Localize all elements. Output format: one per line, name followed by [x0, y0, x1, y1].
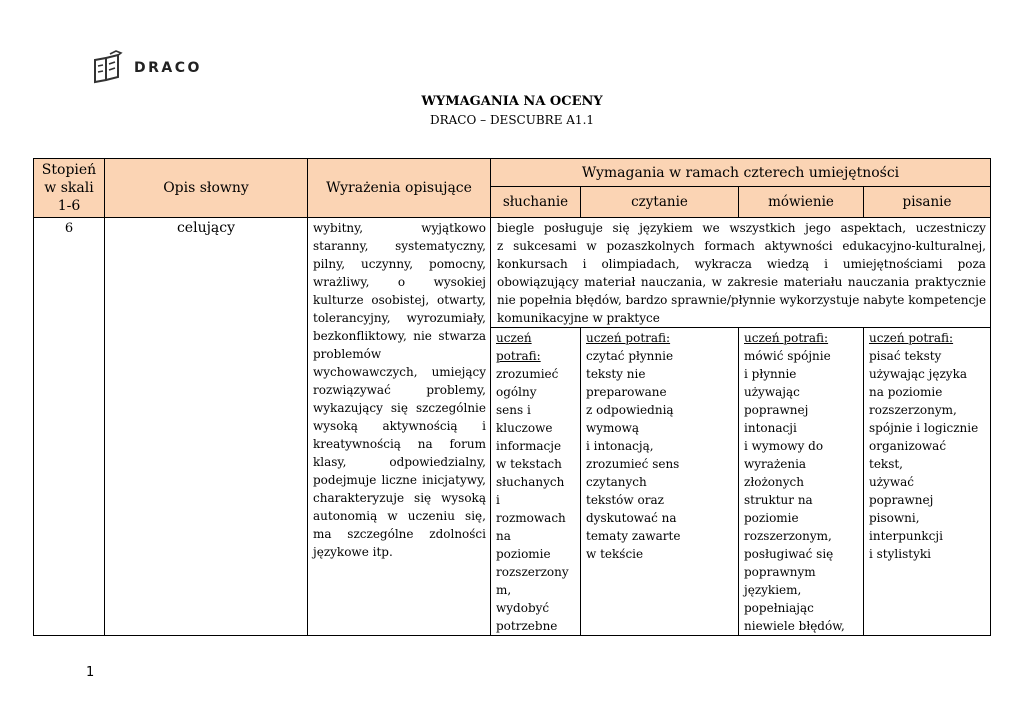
- header-reading: czytanie: [581, 187, 739, 218]
- text-word: na: [417, 437, 433, 451]
- text-line: ogólny: [496, 385, 537, 399]
- speaking-text: [744, 347, 859, 635]
- text-word: bardzo: [625, 293, 668, 307]
- text-line: tekst,: [869, 457, 903, 471]
- text-line: [313, 381, 486, 399]
- text-line: i stylistyki: [869, 547, 931, 561]
- text-word: konkursach: [497, 257, 568, 271]
- text-word: systematyczny,: [395, 239, 486, 253]
- text-word: się: [414, 491, 432, 505]
- text-line: mówić spójnie: [744, 349, 831, 363]
- text-word: sukcesami: [513, 239, 577, 253]
- text-line: niewiele błędów,: [744, 619, 845, 633]
- text-line: [313, 309, 486, 327]
- lead-line: uczeń potrafi:: [744, 331, 829, 345]
- text-word: językiem: [639, 221, 693, 235]
- header-writing: pisanie: [864, 187, 991, 218]
- text-line: poziomie: [496, 547, 551, 561]
- text-word: charakteryzuje: [313, 491, 405, 505]
- text-line: [313, 507, 486, 525]
- grade-cell: 6: [34, 218, 105, 636]
- text-line: preparowane: [586, 385, 667, 399]
- text-line: [313, 471, 486, 489]
- draco-emblem-icon: [92, 50, 128, 86]
- text-word: jego: [805, 221, 831, 235]
- text-line: używając: [744, 385, 800, 399]
- text-line: poprawnej: [744, 403, 809, 417]
- lead-line: uczeń: [496, 331, 532, 345]
- header-grade-line: 1-6: [57, 198, 81, 214]
- text-word: wiedzą: [766, 257, 810, 271]
- text-word: umiejętnościami: [842, 257, 943, 271]
- text-line: [313, 435, 486, 453]
- text-word: liczne: [381, 473, 418, 487]
- text-word: osobistej,: [371, 293, 430, 307]
- text-line: [313, 399, 486, 417]
- speaking-cell: [739, 328, 864, 636]
- text-word: uczeniu: [407, 509, 455, 523]
- text-word: zakresie: [727, 275, 779, 289]
- text-word: wybitny,: [313, 221, 364, 235]
- text-word: wyjątkowo: [421, 221, 486, 235]
- text-word: kompetencje: [908, 293, 987, 307]
- text-word: sprawnie/płynnie: [671, 293, 776, 307]
- text-word: i: [824, 257, 828, 271]
- text-line: rozszerzony: [496, 565, 569, 579]
- text-word: we: [702, 221, 720, 235]
- text-word: w: [387, 509, 398, 523]
- text-line: wyrażenia: [744, 457, 807, 471]
- text-line: [497, 219, 986, 237]
- general-requirements-cell: [491, 218, 991, 328]
- text-line: wymową: [586, 421, 640, 435]
- text-line: zrozumieć sens: [586, 457, 680, 471]
- text-line: poprawnej: [869, 493, 934, 507]
- text-line: organizować: [869, 439, 947, 453]
- text-word: uczynny,: [361, 257, 414, 271]
- text-word: otwarty,: [436, 293, 486, 307]
- text-line: komunikacyjne w praktyce: [497, 311, 660, 325]
- text-line: potrzebne: [496, 619, 558, 633]
- text-word: się: [612, 221, 630, 235]
- text-word: wysoką: [441, 491, 486, 505]
- requirements-table: [33, 158, 991, 636]
- text-word: olimpiadach,: [601, 257, 680, 271]
- text-word: ma: [313, 527, 332, 541]
- text-word: aspektach,: [840, 221, 907, 235]
- document-title: WYMAGANIA NA OCENY: [421, 94, 603, 109]
- text-line: i wymowy do: [744, 439, 824, 453]
- header-grade: [34, 159, 105, 218]
- header-grade-line: w skali: [44, 180, 94, 196]
- header-grade-line: Stopień: [41, 162, 97, 178]
- text-line: poziomie: [744, 511, 799, 525]
- text-line: interpunkcji: [869, 529, 943, 543]
- text-word: zdolności: [429, 527, 486, 541]
- text-line: poprawnym: [744, 565, 816, 579]
- text-line: tematy zawarte: [586, 529, 681, 543]
- writing-cell: [864, 328, 991, 636]
- text-line: pisać teksty: [869, 349, 942, 363]
- listening-lead: [496, 329, 576, 365]
- text-word: stwarza: [438, 329, 486, 343]
- header-speaking: mówienie: [739, 187, 864, 218]
- text-word: autonomią: [313, 509, 378, 523]
- text-line: rozmowach: [496, 511, 566, 525]
- writing-text: [869, 347, 986, 563]
- text-word: edukacyjno-kulturalnej,: [842, 239, 986, 253]
- text-word: nabyte: [863, 293, 905, 307]
- header-listening: słuchanie: [491, 187, 581, 218]
- text-line: [313, 219, 486, 237]
- text-word: się,: [465, 509, 486, 523]
- lead-line: potrafi:: [496, 349, 541, 363]
- text-word: obowiązujący: [497, 275, 579, 289]
- phrases-text: [313, 219, 486, 561]
- text-line: sens i: [496, 403, 531, 417]
- document-subtitle: DRACO – DESCUBRE A1.1: [429, 113, 595, 127]
- lead-line: uczeń potrafi:: [869, 331, 954, 345]
- text-line: [313, 273, 486, 291]
- text-line: rozszerzonym,: [744, 529, 832, 543]
- listening-text: [496, 365, 576, 635]
- text-word: z: [497, 239, 504, 253]
- draco-logo: [92, 47, 216, 89]
- phrases-cell: [308, 218, 491, 636]
- text-word: formach: [704, 239, 755, 253]
- text-word: podejmuje: [313, 473, 377, 487]
- text-line: [313, 525, 486, 543]
- text-word: nie: [413, 329, 432, 343]
- text-line: [497, 255, 986, 273]
- text-line: w tekście: [586, 547, 644, 561]
- text-word: nauczania,: [640, 275, 707, 289]
- text-word: popełnia: [519, 293, 572, 307]
- text-line: [313, 363, 486, 381]
- text-line: [313, 237, 486, 255]
- text-word: bezkonfliktowy,: [313, 329, 407, 343]
- text-word: się: [390, 401, 408, 415]
- text-line: informacje: [496, 439, 562, 453]
- text-word: nie: [497, 293, 516, 307]
- text-line: czytać płynnie: [586, 349, 674, 363]
- text-word: inicjatywy,: [422, 473, 486, 487]
- text-line: [313, 255, 486, 273]
- text-line: czytanych: [586, 475, 647, 489]
- text-word: tolerancyjny,: [313, 311, 391, 325]
- page-number: 1: [86, 665, 95, 680]
- text-line: posługiwać się: [744, 547, 834, 561]
- text-line: językiem,: [744, 583, 802, 597]
- text-line: [497, 237, 986, 255]
- text-word: umiejący: [431, 365, 486, 379]
- speaking-lead: [744, 329, 859, 347]
- text-word: rozwiązywać: [313, 383, 391, 397]
- text-word: poza: [957, 257, 986, 271]
- text-word: szczególne: [347, 527, 414, 541]
- text-word: materiału: [783, 275, 843, 289]
- text-word: pozaszkolnych: [606, 239, 695, 253]
- text-word: wykracza: [694, 257, 752, 271]
- text-line: używając języka: [869, 367, 968, 381]
- header-description: Opis słowny: [105, 159, 308, 218]
- text-line: [313, 489, 486, 507]
- text-word: o: [397, 275, 406, 289]
- text-line: w tekstach: [496, 457, 562, 471]
- description-cell: celujący: [105, 218, 308, 636]
- logo-text: DRACO: [134, 60, 202, 76]
- text-line: i: [496, 493, 500, 507]
- text-line: [313, 417, 486, 435]
- text-line: [313, 327, 486, 345]
- text-line: [497, 273, 986, 291]
- text-line: intonacji: [744, 421, 797, 435]
- text-word: uczestniczy: [915, 221, 986, 235]
- text-line: zrozumieć: [496, 367, 559, 381]
- header-phrases: Wyrażenia opisujące: [308, 159, 491, 218]
- text-line: m,: [496, 583, 512, 597]
- text-line: pisowni,: [869, 511, 920, 525]
- reading-cell: [581, 328, 739, 636]
- text-word: materiał: [584, 275, 636, 289]
- text-word: kulturze: [313, 293, 364, 307]
- text-line: rozszerzonym,: [869, 403, 957, 417]
- text-word: w: [711, 275, 722, 289]
- text-line: złożonych: [744, 475, 804, 489]
- text-line: i płynnie: [744, 367, 797, 381]
- text-word: wyrozumiały,: [406, 311, 486, 325]
- text-line: popełniając: [744, 601, 814, 615]
- text-word: wszystkich: [729, 221, 796, 235]
- text-word: staranny,: [313, 239, 369, 253]
- text-word: aktywnością: [382, 419, 458, 433]
- text-word: problemy,: [426, 383, 486, 397]
- text-word: w: [586, 239, 597, 253]
- header-skills-group: Wymagania w ramach czterech umiejętności: [491, 159, 991, 187]
- text-line: słuchanych: [496, 475, 565, 489]
- text-word: aktywności: [764, 239, 833, 253]
- listening-cell: [491, 328, 581, 636]
- text-line: na: [496, 529, 511, 543]
- text-word: nauczania: [847, 275, 910, 289]
- text-line: spójnie i logicznie: [869, 421, 979, 435]
- text-word: klasy,: [313, 455, 347, 469]
- text-word: szczególnie: [415, 401, 486, 415]
- text-word: wychowawczych,: [313, 365, 418, 379]
- text-word: wysoką: [313, 419, 358, 433]
- general-requirements-text: [497, 219, 986, 327]
- text-word: i: [482, 419, 486, 433]
- text-line: kluczowe: [496, 421, 553, 435]
- text-line: na poziomie: [869, 385, 943, 399]
- text-word: odpowiedzialny,: [389, 455, 486, 469]
- text-word: kreatywnością: [313, 437, 401, 451]
- text-line: [313, 291, 486, 309]
- text-word: wrażliwy,: [313, 275, 370, 289]
- text-line: tekstów oraz: [586, 493, 664, 507]
- writing-lead: [869, 329, 986, 347]
- text-word: i: [582, 257, 587, 271]
- text-word: posługuje: [543, 221, 603, 235]
- text-word: wysokiej: [433, 275, 486, 289]
- text-line: teksty nie: [586, 367, 646, 381]
- text-word: praktycznie: [914, 275, 986, 289]
- text-line: dyskutować na: [586, 511, 677, 525]
- text-line: [313, 453, 486, 471]
- text-word: wykazujący: [313, 401, 383, 415]
- text-word: pomocny,: [429, 257, 486, 271]
- reading-lead: [586, 329, 734, 347]
- text-word: biegle: [497, 221, 535, 235]
- text-line: z odpowiednią: [586, 403, 674, 417]
- reading-text: [586, 347, 734, 563]
- text-line: używać: [869, 475, 914, 489]
- text-line: i intonacją,: [586, 439, 654, 453]
- text-line: struktur na: [744, 493, 813, 507]
- text-line: problemów: [313, 347, 382, 361]
- text-word: wykorzystuje: [779, 293, 860, 307]
- lead-line: uczeń potrafi:: [586, 331, 671, 345]
- text-word: forum: [449, 437, 486, 451]
- text-word: błędów,: [575, 293, 622, 307]
- text-line: językowe itp.: [313, 545, 393, 559]
- text-word: pilny,: [313, 257, 346, 271]
- text-line: [497, 291, 986, 309]
- text-line: wydobyć: [496, 601, 550, 615]
